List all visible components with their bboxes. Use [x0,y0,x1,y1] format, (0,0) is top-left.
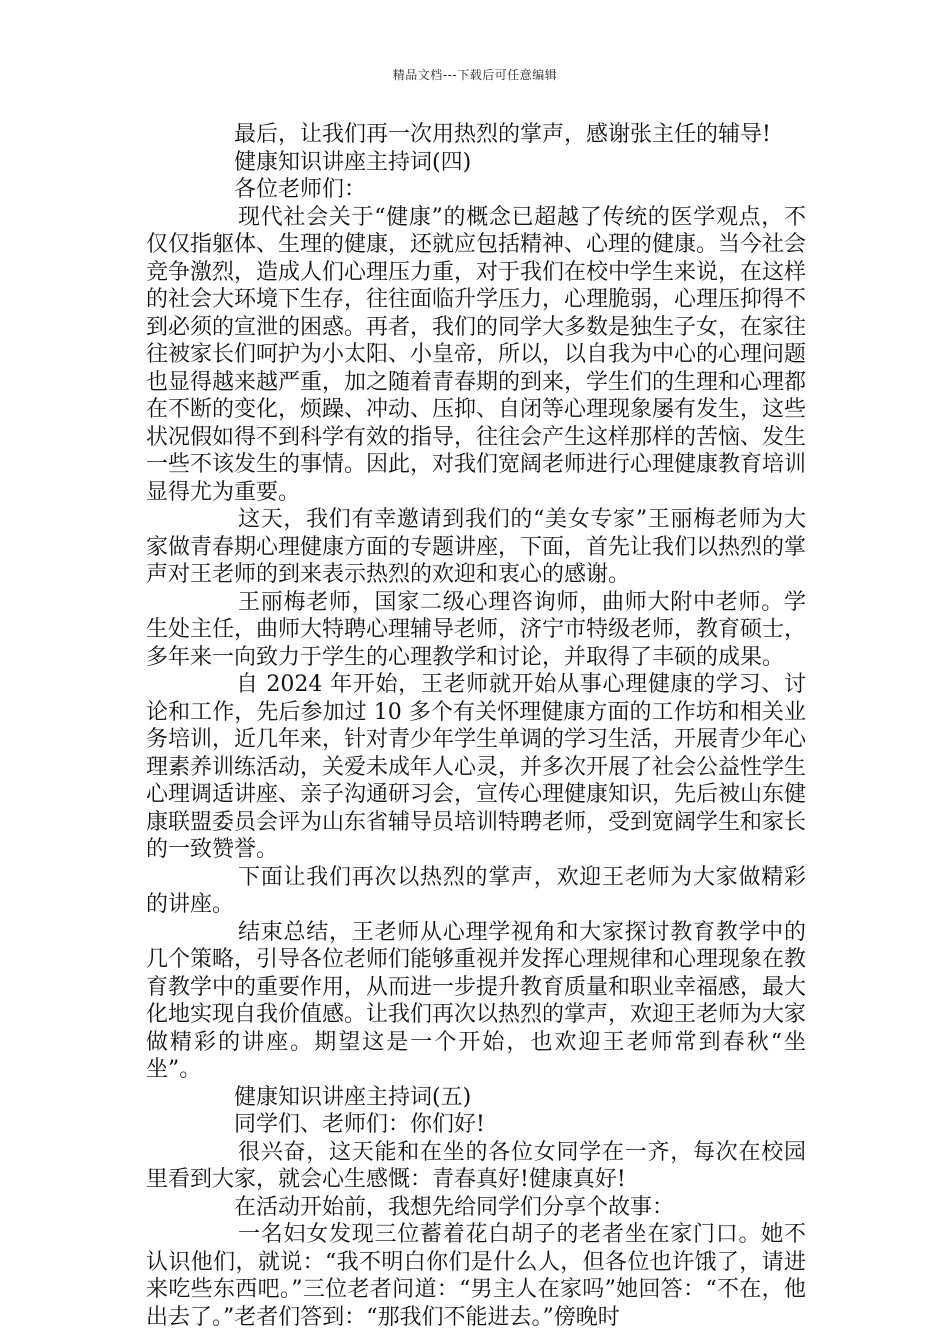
document-body [146,121,806,1331]
body-paragraph: 自 2024 年开始，王老师就开始从事心理健康的学习、讨论和工作，先后参加过 10 多个有关怀理健康方面的工作坊和相关业务培训，近几年来，针对青少年学生单调的学习生活，开展青少年心理素养训练活动，关爱未成年人心灵，并多次开展了社会公益性学生心理调适讲座、亲子沟通研习会，宣传心理健康知识，先后被山东健康联盟委员会评为山东省辅导员培训特聘老师，受到宽阔学生和家长的一致赞誉。 [146,672,807,862]
closing-sentence: 最后，让我们再一次用热烈的掌声，感谢张主任的辅导! [234,122,771,147]
salutation: 同学们、老师们：你们好! [234,1112,485,1137]
body-paragraph: 下面让我们再次以热烈的掌声，欢迎王老师为大家做精彩的讲座。 [146,864,806,917]
section-heading-5: 健康知识讲座主持词(五) [234,1084,472,1110]
page-header: 精品文档---下载后可任意编辑 [392,68,558,82]
body-paragraph: 结束总结，王老师从心理学视角和大家探讨教育教学中的几个策略，引导各位老师们能够重视并发挥心理规律和心理现象在教育教学中的重要作用，从而进一步提升教育质量和职业幸福感，最大化地实现自我价值感。让我们再次以热烈的掌声，欢迎王老师为大家做精彩的讲座。期望这是一个开始，也欢迎王老师常到春秋“坐坐”。 [146,919,807,1082]
body-paragraph: 很兴奋，这天能和在坐的各位女同学在一齐，每次在校园里看到大家，就会心生感慨：青春真好!健康真好! [146,1139,806,1192]
salutation: 各位老师们： [234,177,367,202]
body-paragraph: 现代社会关于“健康”的概念已超越了传统的医学观点，不仅仅指躯体、生理的健康，还就应包括精神、心理的健康。当今社会竞争激烈，造成人们心理压力重，对于我们在校中学生来说，在这样的社会大环境下生存，往往面临升学压力，心理脆弱，心理压抑得不到必须的宣泄的困惑。再者，我们的同学大多数是独生子女，在家往往被家长们呵护为小太阳、小皇帝，所以，以自我为中心的心理问题也显得越来越严重，加之随着青春期的到来，学生们的生理和心理都在不断的变化，烦躁、冲动、压抑、自闭等心理现象屡有发生，这些状况假如得不到科学有效的指导，往往会产生这样那样的苦恼、发生一些不该发生的事情。因此，对我们宽阔老师进行心理健康教育培训显得尤为重要。 [146,204,807,505]
section-heading-4: 健康知识讲座主持词(四) [234,149,472,175]
body-paragraph: 王丽梅老师，国家二级心理咨询师，曲师大附中老师。学生处主任，曲师大特聘心理辅导老师，济宁市特级老师，教育硕士，多年来一向致力于学生的心理教学和讨论，并取得了丰硕的成果。 [146,589,807,670]
body-paragraph: 在活动开始前，我想先给同学们分享个故事： [234,1194,675,1220]
body-paragraph: 这天，我们有幸邀请到我们的“美女专家”王丽梅老师为大家做青春期心理健康方面的专题讲座，下面，首先让我们以热烈的掌声对王老师的到来表示热烈的欢迎和衷心的感谢。 [146,507,807,587]
body-paragraph: 一名妇女发现三位蓄着花白胡子的老者坐在家门口。她不认识他们，就说：“我不明白你们是什么人，但各位也许饿了，请进来吃些东西吧。”三位老者问道：“男主人在家吗”她回答：“不在，他出去了。”老者们答到：“那我们不能进去。”傍晚时 [146,1222,806,1330]
